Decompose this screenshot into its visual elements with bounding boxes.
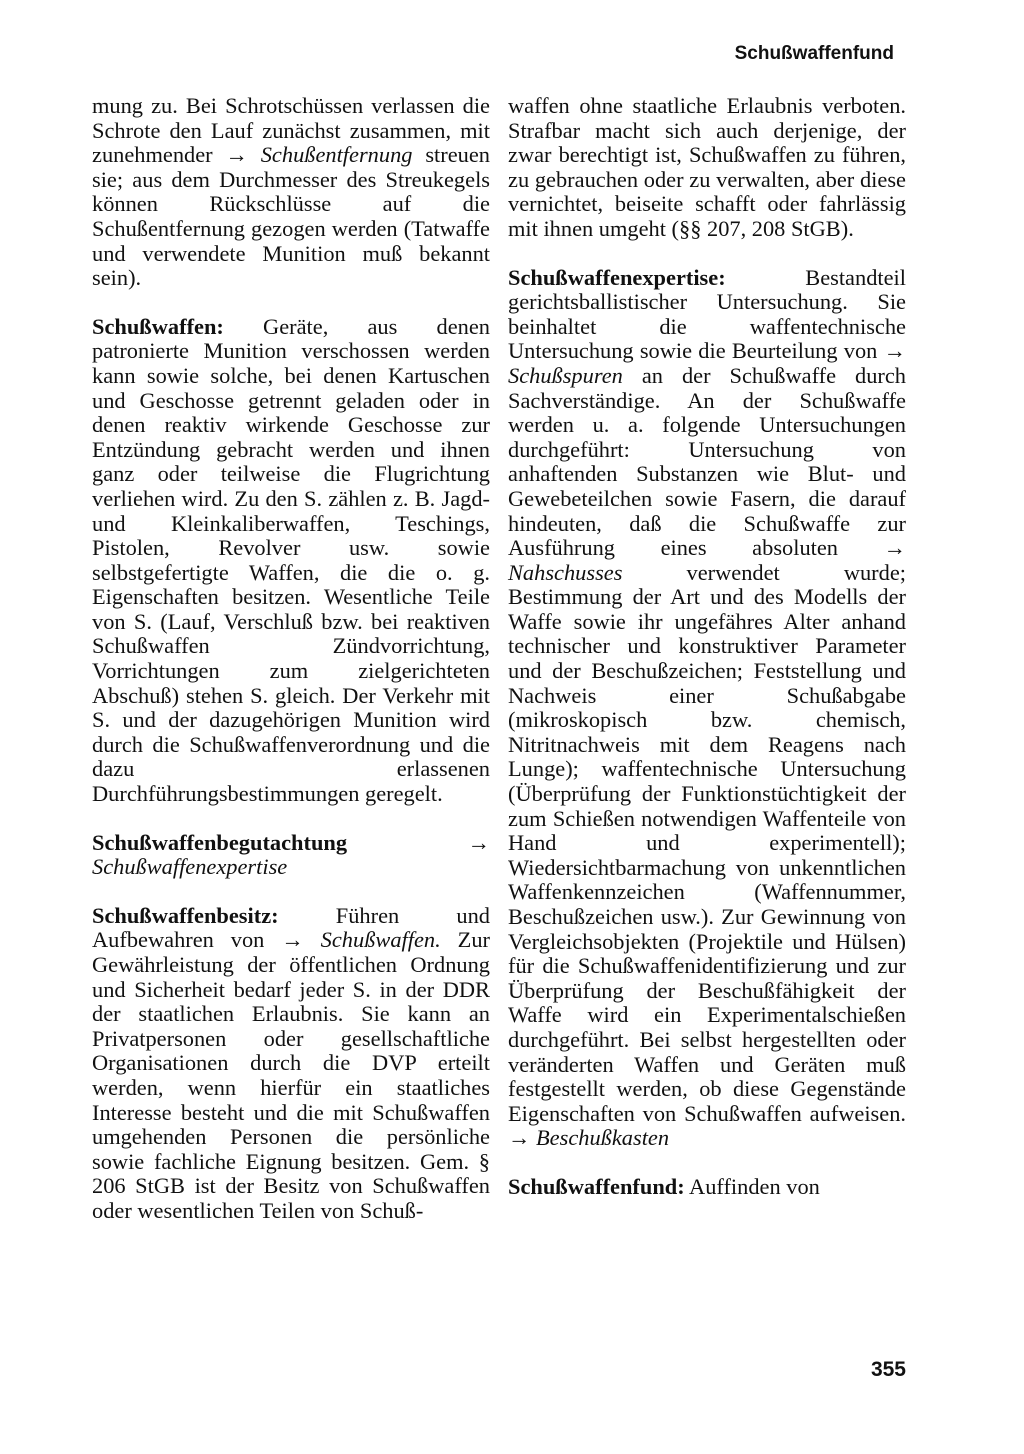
entry-term: Schußwaffenbesitz: [92, 902, 279, 928]
entry-text: verwendet wurde; Bestimmung der Art und des Modells der Waffe sowie ihr ungefähres Alter anhand technischer und konstruktiver Parameter und der Beschußzeichen; Feststellung und Nachweis einer Schußabgabe (mikroskopisch bzw. chemisch, Nitritnachweis mit dem Reagens nach Lunge); waffentechnische Untersuchung (Überprüfung der Funktionstüchtigkeit der zum Schießen notwendigen Waffenteile von Hand und experimentell); Wiedersichtbarmachung von unkenntlichen Waffenkennzeichen (Waffennummer, Beschußzeichen usw.). Zur Gewinnung von Vergleichsobjekten (Projektile und Hülsen) für die Schußwaffenidentifizierung und zur Überprüfung der Beschußfähigkeit der Waffe wird ein Experimentalschießen durchgeführt. Bei selbst hergestellten oder veränderten Waffen und Geräten muß festgestellt werden, ob diese Gegenstände Eigenschaften von Schußwaffen aufweisen. → [508, 559, 906, 1151]
entry-text: an der Schußwaffe durch Sachverständige. An der Schußwaffe werden u. a. folgende Untersuchungen durchgeführt: Untersuchung von anhaftenden Substanzen wie Blut- und Gewebeteilchen sowie Fasern, die darauf hindeuten, daß die Schußwaffe zur Ausführung eines absoluten → [508, 362, 906, 561]
entry-schusswaffenexpertise [508, 266, 906, 1151]
entry-text: Führen und Aufbewahren von → [92, 902, 490, 953]
entry-term: Schußwaffenbegutachtung [92, 829, 348, 855]
entry-term: Schußwaffen: [92, 313, 224, 339]
cross-reference: Beschußkasten [536, 1125, 670, 1151]
cross-reference: Schußwaffen. [320, 927, 441, 953]
entry-schusswaffenbegutachtung [92, 831, 490, 880]
cross-reference: Schußentfernung [260, 142, 413, 168]
continued-paragraph [92, 94, 490, 291]
entry-schusswaffenbesitz [92, 904, 490, 1224]
entry-text: Auffinden von [684, 1173, 820, 1199]
paragraph-text: waffen ohne staatliche Erlaubnis verboten. Strafbar macht sich auch derjenige, der zwar berechtigt ist, Schußwaffen zu führen, zu gebrauchen oder zu verwalten, aber diese vernichtet, beiseite schafft oder fahrlässig mit ihnen umgeht (§§ 207, 208 StGB). [508, 93, 906, 241]
entry-text: Zur Gewährleistung der öffentlichen Ordnung und Sicherheit bedarf jeder S. in der DDR der staatlichen Erlaubnis. Sie kann an Privatpersonen oder gesellschaftliche Organisationen durch die DVP erteilt werden, wenn hierfür ein staatliches Interesse besteht und die mit Schußwaffen umgehenden Personen die persönliche sowie fachliche Eignung besitzen. Gem. § 206 StGB ist der Besitz von Schußwaffen oder wesentlichen Teilen von Schuß- [92, 927, 490, 1223]
right-column [508, 94, 906, 1224]
entry-text: Bestandteil gerichtsballistischer Untersuchung. Sie beinhaltet die waffentechnische Untersuchung sowie die Beurteilung von → [508, 264, 906, 364]
arrow-text: → [347, 829, 490, 855]
entry-text: Geräte, aus denen patronierte Munition verschossen werden kann sowie solche, bei denen Kartuschen und Geschosse getrennt geladen oder in denen reaktiv wirkende Geschosse zur Entzündung gebracht werden und ihnen ganz oder teilweise die Flugrichtung verliehen wird. Zu den S. zählen z. B. Jagd- und Kleinkaliberwaffen, Teschings, Pistolen, Revolver usw. sowie selbstgefertigte Waffen, die die o. g. Eigenschaften besitzen. Wesentliche Teile von S. (Lauf, Verschluß bzw. bei reaktiven Schußwaffen Zündvorrichtung, Vorrichtungen zum zielgerichteten Abschuß) stehen S. gleich. Der Verkehr mit S. und der dazugehörigen Munition wird durch die Schußwaffenverordnung und die dazu erlassenen Durchführungsbestimmungen geregelt. [92, 313, 490, 807]
left-column [92, 94, 490, 1248]
entry-term: Schußwaffenfund: [508, 1173, 685, 1199]
page-number: 355 [870, 1358, 906, 1381]
cross-reference: Nahschusses [508, 559, 623, 585]
paragraph-text: streuen sie; aus dem Durchmesser des Streukegels können Rückschlüsse auf die Schußentfernung gezogen werden (Tatwaffe und verwendete Munition muß bekannt sein). [92, 142, 490, 291]
cross-reference: Schußwaffenexpertise [92, 854, 288, 880]
continued-paragraph [508, 94, 906, 242]
cross-reference: Schußspuren [508, 362, 623, 388]
running-head: Schußwaffenfund [734, 43, 894, 64]
entry-term: Schußwaffenexpertise: [508, 264, 726, 290]
entry-schusswaffenfund [508, 1175, 906, 1200]
entry-schusswaffen [92, 315, 490, 807]
paragraph-text: mung zu. Bei Schrotschüssen verlassen die Schrote den Lauf zunächst zusammen, mit zunehmender → [92, 93, 490, 168]
